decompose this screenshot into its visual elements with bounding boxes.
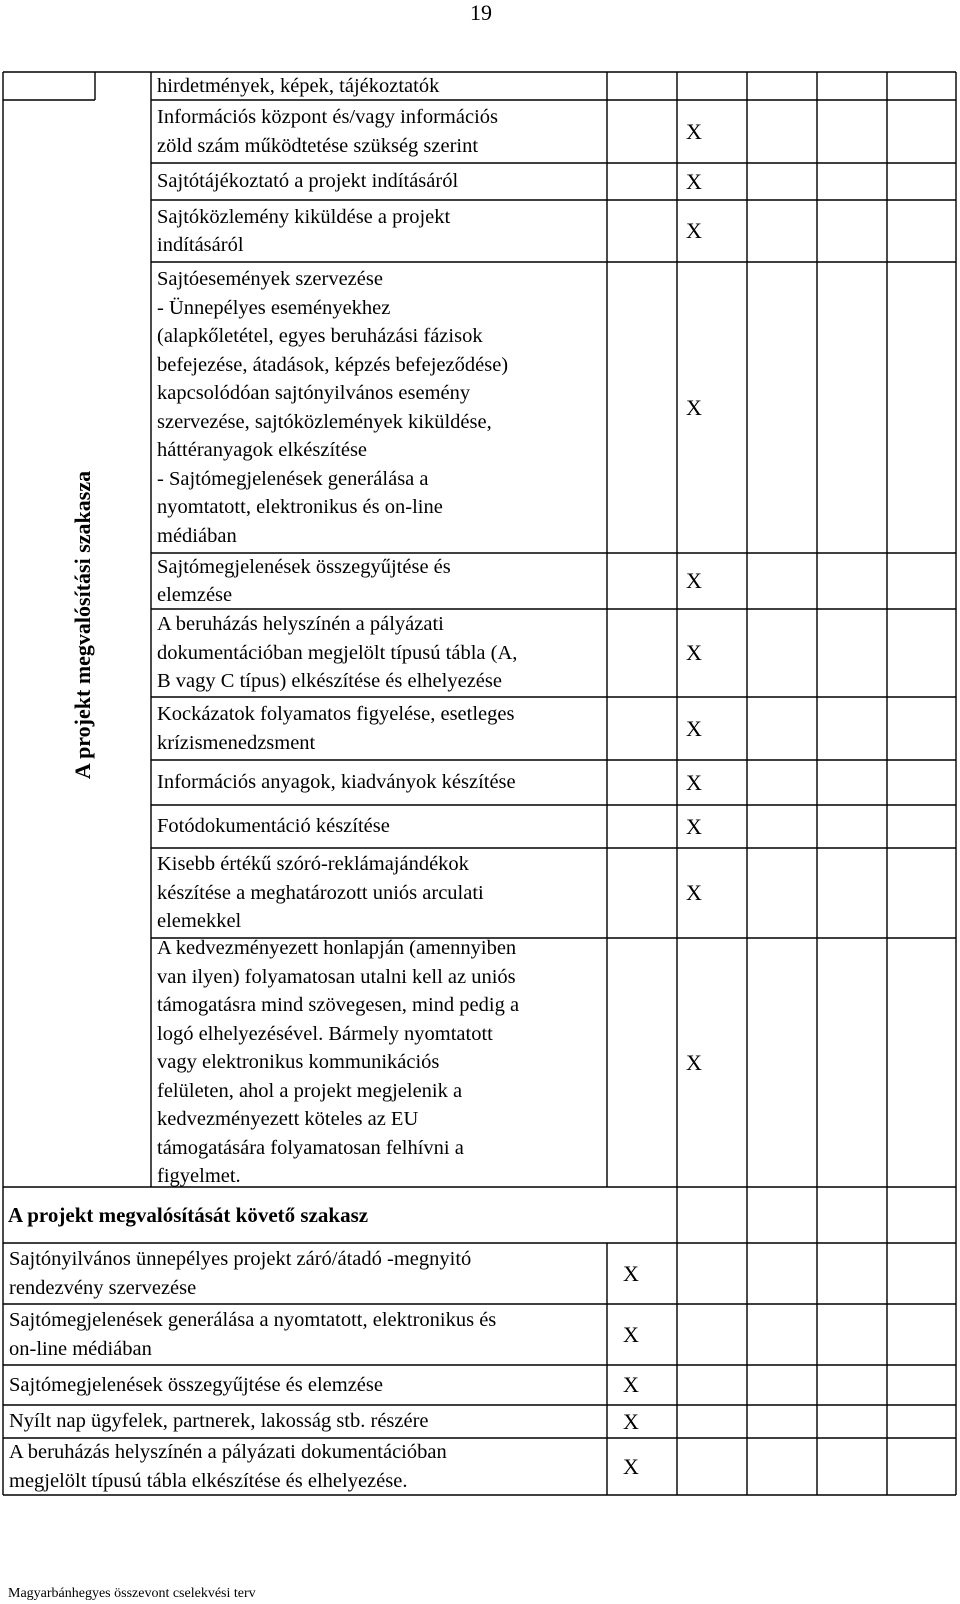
table-row-text: [3, 1405, 607, 1438]
row-text-line: rendezvény szervezése: [9, 1276, 197, 1299]
table-row-text: [151, 100, 607, 163]
row-text-line: médiában: [157, 524, 237, 547]
row-text-line: Sajtóközlemény kiküldése a projekt: [157, 205, 451, 228]
phase-label-implementation: A projekt megvalósítási szakasza: [70, 470, 95, 780]
row-text-line: figyelmet.: [157, 1165, 241, 1188]
row-text-line: Sajtómegjelenések összegyűjtése és elemzése: [9, 1373, 383, 1396]
row-text-line: megjelölt típusú tábla elkészítése és elhelyezése.: [9, 1469, 408, 1492]
table-row-text: [151, 760, 607, 805]
row-text-line: on-line médiában: [9, 1337, 152, 1360]
row-text-line: Információs központ és/vagy információs: [157, 106, 499, 128]
row-text-line: van ilyen) folyamatosan utalni kell az uniós: [157, 965, 516, 988]
check-mark: X: [686, 715, 702, 741]
row-text-line: Sajtótájékoztató a projekt indításáról: [157, 170, 459, 193]
row-text-line: Fotódokumentáció készítése: [157, 815, 390, 838]
check-mark: X: [686, 118, 702, 144]
footer-text: Magyarbánhegyes összevont cselekvési terv: [8, 1586, 256, 1601]
table-row-text: [151, 200, 607, 262]
check-mark: X: [686, 394, 702, 420]
row-text-line: elemzése: [157, 584, 233, 606]
table-row-text: [151, 697, 607, 760]
table-row-text: [3, 1438, 607, 1495]
row-text-line: indításáról: [157, 234, 244, 256]
check-mark: X: [686, 769, 702, 795]
table-row-text: [151, 262, 607, 553]
check-mark: X: [686, 813, 702, 839]
row-text-line: Kockázatok folyamatos figyelése, esetleges: [157, 703, 515, 725]
table-row-text: [3, 1304, 607, 1365]
row-text-line: - Sajtómegjelenések generálása a: [157, 467, 429, 490]
table-row-text: [151, 553, 607, 609]
table-row-text: [151, 163, 607, 200]
row-text-line: dokumentációban megjelölt típusú tábla (A,: [157, 641, 518, 664]
row-text-line: Sajtómegjelenések generálása a nyomtatott, elektronikus és: [9, 1309, 497, 1331]
row-text-line: szervezése, sajtóközlemények kiküldése,: [157, 410, 492, 433]
check-mark: X: [623, 1453, 639, 1479]
table-row-text: [3, 1365, 607, 1405]
row-text-line: támogatására folyamatosan felhívni a: [157, 1136, 464, 1159]
row-text-line: felületen, ahol a projekt megjelenik a: [157, 1079, 463, 1102]
table-row-text: [151, 938, 607, 1187]
row-text-line: Sajtónyilvános ünnepélyes projekt záró/átadó -megnyitó: [9, 1248, 472, 1270]
row-text-line: hirdetmények, képek, tájékoztatók: [157, 74, 440, 97]
page-number: 19: [470, 0, 492, 25]
table-row-text: [151, 72, 607, 100]
check-mark: X: [623, 1321, 639, 1347]
row-text-line: nyomtatott, elektronikus és on-line: [157, 496, 443, 518]
row-text-line: támogatásra mind szövegesen, mind pedig a: [157, 994, 520, 1017]
check-mark: X: [623, 1260, 639, 1286]
row-text-line: Nyílt nap ügyfelek, partnerek, lakosság stb. részére: [9, 1410, 429, 1433]
row-text-line: A kedvezményezett honlapján (amennyiben: [157, 937, 517, 960]
table-row-text: [3, 1243, 607, 1304]
row-text-line: elemekkel: [157, 910, 242, 933]
row-text-line: készítése a meghatározott uniós arculati: [157, 881, 484, 904]
check-mark: X: [686, 568, 702, 593]
row-text-line: kedvezményezett köteles az EU: [157, 1108, 419, 1131]
table-row-text: [151, 609, 607, 697]
row-text-line: logó elhelyezésével. Bármely nyomtatott: [157, 1022, 493, 1045]
row-text-line: Sajtómegjelenések összegyűjtése és: [157, 555, 451, 578]
table-row-text: [151, 848, 607, 938]
check-mark: X: [686, 218, 702, 243]
row-text-line: háttéranyagok elkészítése: [157, 439, 368, 461]
row-text-line: - Ünnepélyes eseményekhez: [157, 296, 391, 319]
row-text-line: A beruházás helyszínén a pályázati: [157, 613, 444, 636]
row-text-line: krízismenedzsment: [157, 731, 316, 754]
check-mark: X: [623, 1408, 639, 1434]
phase-title-post-implementation: A projekt megvalósítását követő szakasz: [8, 1203, 369, 1227]
row-text-line: B vagy C típus) elkészítése és elhelyezése: [157, 670, 502, 693]
table-row-text: [151, 805, 607, 848]
row-text-line: Kisebb értékű szóró-reklámajándékok: [157, 853, 469, 876]
row-text-line: vagy elektronikus kommunikációs: [157, 1051, 440, 1074]
row-text-line: Információs anyagok, kiadványok készítése: [157, 771, 516, 794]
check-mark: X: [686, 1049, 702, 1075]
row-text-line: Sajtóesemények szervezése: [157, 268, 383, 290]
check-mark: X: [623, 1372, 639, 1397]
row-text-line: (alapkőletétel, egyes beruházási fázisok: [157, 325, 483, 347]
check-mark: X: [686, 168, 702, 194]
check-mark: X: [686, 880, 702, 905]
row-text-line: zöld szám működtetése szükség szerint: [157, 134, 479, 157]
row-text-line: A beruházás helyszínén a pályázati dokumentációban: [9, 1441, 447, 1463]
check-mark: X: [686, 640, 702, 665]
row-text-line: kapcsolódóan sajtónyilvános esemény: [157, 382, 471, 404]
row-text-line: befejezése, átadások, képzés befejeződése): [157, 353, 509, 376]
